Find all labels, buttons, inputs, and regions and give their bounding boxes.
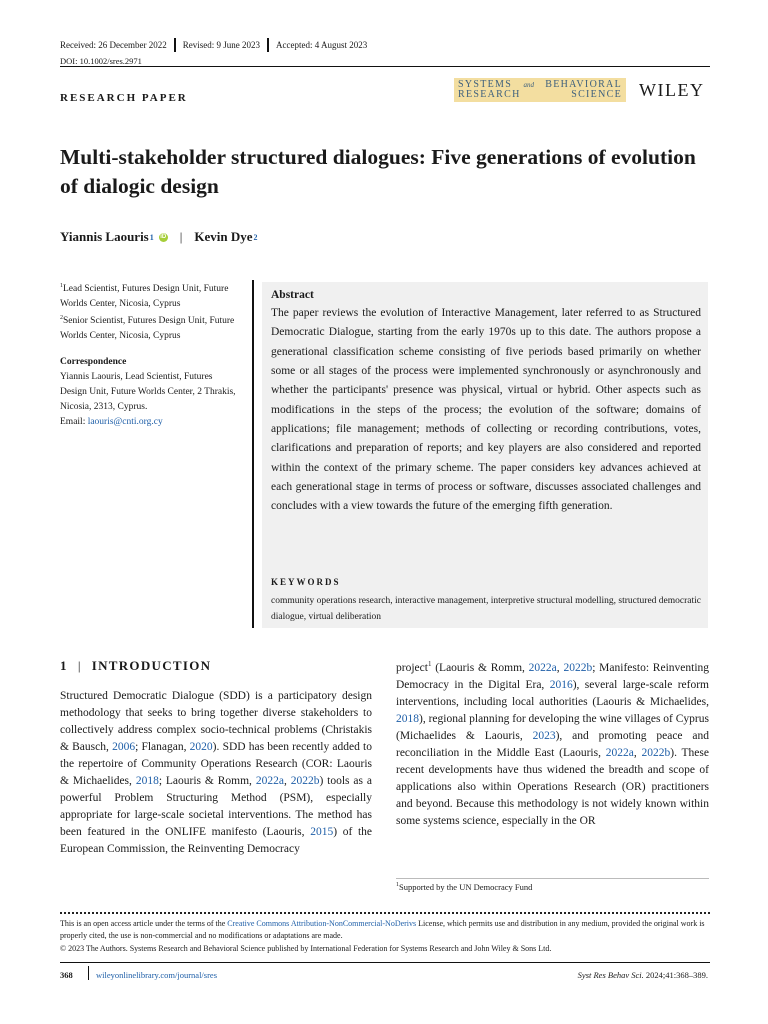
citation-link[interactable]: 2006: [112, 741, 136, 754]
citation-link[interactable]: 2023: [532, 730, 556, 743]
abstract-heading: Abstract: [271, 289, 314, 301]
body-text: ), several large-scale reform interventions, including local authorities (Laouris & Michaelides,: [396, 678, 710, 708]
keywords-heading: KEYWORDS: [271, 577, 341, 587]
revised-date: Revised: 9 June 2023: [182, 40, 260, 50]
document-type: RESEARCH PAPER: [60, 92, 188, 104]
license-link[interactable]: Creative Commons Attribution-NonCommercial-NoDerivs: [227, 919, 417, 928]
copyright: © 2023 The Authors. Systems Research and Behavioral Science published by International Federation for Systems Research and John Wiley & Sons Ltd.: [60, 943, 552, 953]
body-text: ,: [283, 775, 291, 788]
correspondence-heading: Correspondence: [60, 357, 127, 367]
date-separator: [174, 38, 176, 52]
footnote: $^1$Supported by the UN Democracy Fund: [396, 882, 533, 892]
citation: Syst Res Behav Sci. 2024;41:368–389.: [577, 970, 708, 980]
received-date: Received: 26 December 2022: [60, 40, 167, 50]
body-text: ), regional planning for developing the wine villages of Cyprus (Michaelides & Laouris,: [396, 712, 709, 743]
article-dates: [60, 38, 367, 52]
body-text: ) tools as a powerful Problem Structuring Method (PSM), especially appropriate for large-scale societal interventions. The method has been featured in the ONLIFE manifesto (Laouris,: [60, 775, 372, 839]
journal-logo[interactable]: SYSTEMS and BEHAVIORAL RESEARCH SCIENCE: [454, 78, 626, 102]
body-text-left: [60, 688, 372, 858]
body-text: Structured Democratic Dialogue (SDD) is a participatory design methodology that seeks to bring together diverse stakeholders to collectively address complex socio-technical problems (Christakis & Bausch,: [60, 690, 372, 754]
body-text: ), and promoting peace and reconciliation in the Middle East (Laouris,: [396, 730, 709, 760]
abstract-text: The paper reviews the evolution of Interactive Management, later referred to as Structured Democratic Dialogue, starting from the early 1970s up to this date. The authors propose a generational classification scheme consisting of five periods based primarily on whether some or all stages of the process were implemented synchronously or asynchronously and whether the participants' presence was physical, virtual or hybrid. Other aspects such as modifications in the steps of the process; the evolution of the software; domains of applications; file management; methods of collecting or recording contributions, votes, clarifications and preparation of reports; and key players are also considered and reported within the context of the primary scheme. The paper considers key advances achieved at each generational stage in terms of process or software, discusses associated challenges and concludes with a view towards the future of the emerging fifth generation.: [271, 307, 701, 513]
body-text: ) of the European Commission, the Reinventing Democracy: [60, 826, 373, 856]
body-text-right: [396, 656, 709, 830]
email-link[interactable]: laouris@cnti.org.cy: [87, 417, 163, 427]
affiliation-ref[interactable]: 2: [253, 232, 258, 242]
section-heading: 1 | INTRODUCTION: [60, 658, 212, 673]
accepted-date: Accepted: 4 August 2023: [275, 40, 368, 50]
citation-link[interactable]: 2022a: [255, 775, 284, 788]
citation-link[interactable]: 2022b: [563, 661, 593, 674]
correspondence-text: Yiannis Laouris, Lead Scientist, Futures Design Unit, Future Worlds Center, 2 Thrakis, Nicosia, 2313, Cyprus.: [60, 372, 236, 412]
author-name[interactable]: Yiannis Laouris: [60, 229, 149, 244]
page-number: 368: [60, 970, 73, 980]
footer-rule: [60, 962, 710, 963]
header-rule: [60, 66, 710, 67]
correspondence: Correspondence Yiannis Laouris, Lead Scientist, Futures Design Unit, Future Worlds Center, 2 Thrakis, Nicosia, 2313, Cyprus. Email: laouris@cnti.org.cy: [60, 355, 240, 430]
affiliation-ref[interactable]: 1: [149, 232, 154, 242]
citation-link[interactable]: 2018: [135, 775, 159, 788]
author-separator: |: [179, 229, 183, 244]
citation-link[interactable]: 2016: [549, 678, 573, 691]
affiliation: $^2$Senior Scientist, Futures Design Unit, Future Worlds Center, Nicosia, Cyprus: [60, 315, 235, 342]
body-text: ,: [633, 747, 642, 760]
body-text: ). SDD has been recently added to the repertoire of Community Operations Research (COR: Laouris & Michaelides,: [60, 741, 372, 788]
journal-url[interactable]: wileyonlinelibrary.com/journal/sres: [96, 970, 218, 980]
citation-link[interactable]: 2022b: [290, 775, 320, 788]
citation-link[interactable]: 2015: [310, 826, 334, 839]
body-text: ). These recent developments have thus widened the breadth and scope of applications also within Operations Research (OR) practitioners and beyond. Because this methodology is not widely known within some systems science, especially in the OR: [396, 747, 709, 828]
footnote-rule: [396, 878, 709, 879]
orcid-icon[interactable]: iD: [160, 233, 167, 240]
citation-link[interactable]: 2022a: [605, 747, 634, 760]
keywords-text: community operations research, interactive management, interpretive structural modelling, structured democratic dialogue, virtual deliberation: [271, 596, 701, 622]
citation-link[interactable]: 2022b: [641, 747, 671, 760]
citation-link[interactable]: 2020: [189, 741, 213, 754]
body-text: ; Laouris & Romm,: [158, 775, 256, 788]
article-title: Multi-stakeholder structured dialogues: Five generations of evolution of dialogic design: [60, 145, 696, 198]
body-text: ,: [556, 661, 564, 674]
author-name[interactable]: Kevin Dye: [194, 229, 253, 244]
doi[interactable]: DOI: 10.1002/sres.2971: [60, 56, 142, 66]
affiliation: $^1$Lead Scientist, Futures Design Unit, Future Worlds Center, Nicosia, Cyprus: [60, 283, 229, 310]
footnote-ref[interactable]: 1: [427, 660, 432, 668]
body-text: (Laouris & Romm,: [431, 661, 529, 674]
license-notice: This is an open access article under the terms of the Creative Commons Attribution-NonCommercial-NoDerivs License, which permits use and distribution in any medium, provided the original work is properly cited, the use is non-commercial and no modifications or adaptations are made. © 2023 The Authors. Systems Research and Behavioral Science published by International Federation for Systems Research and John Wiley & Sons Ltd.: [60, 919, 705, 953]
publisher-logo[interactable]: WILEY: [639, 80, 705, 100]
body-text: project: [396, 661, 428, 674]
license-divider: [60, 912, 710, 914]
body-text: ; Flanagan,: [135, 741, 190, 754]
citation-link[interactable]: 2022a: [528, 661, 557, 674]
footer-separator: [88, 966, 89, 980]
author-list: [60, 229, 258, 245]
body-text: ; Manifesto: Reinventing Democracy in the Digital Era,: [396, 661, 710, 691]
date-separator: [267, 38, 269, 52]
column-divider: [252, 280, 254, 628]
citation-link[interactable]: 2018: [396, 712, 419, 725]
